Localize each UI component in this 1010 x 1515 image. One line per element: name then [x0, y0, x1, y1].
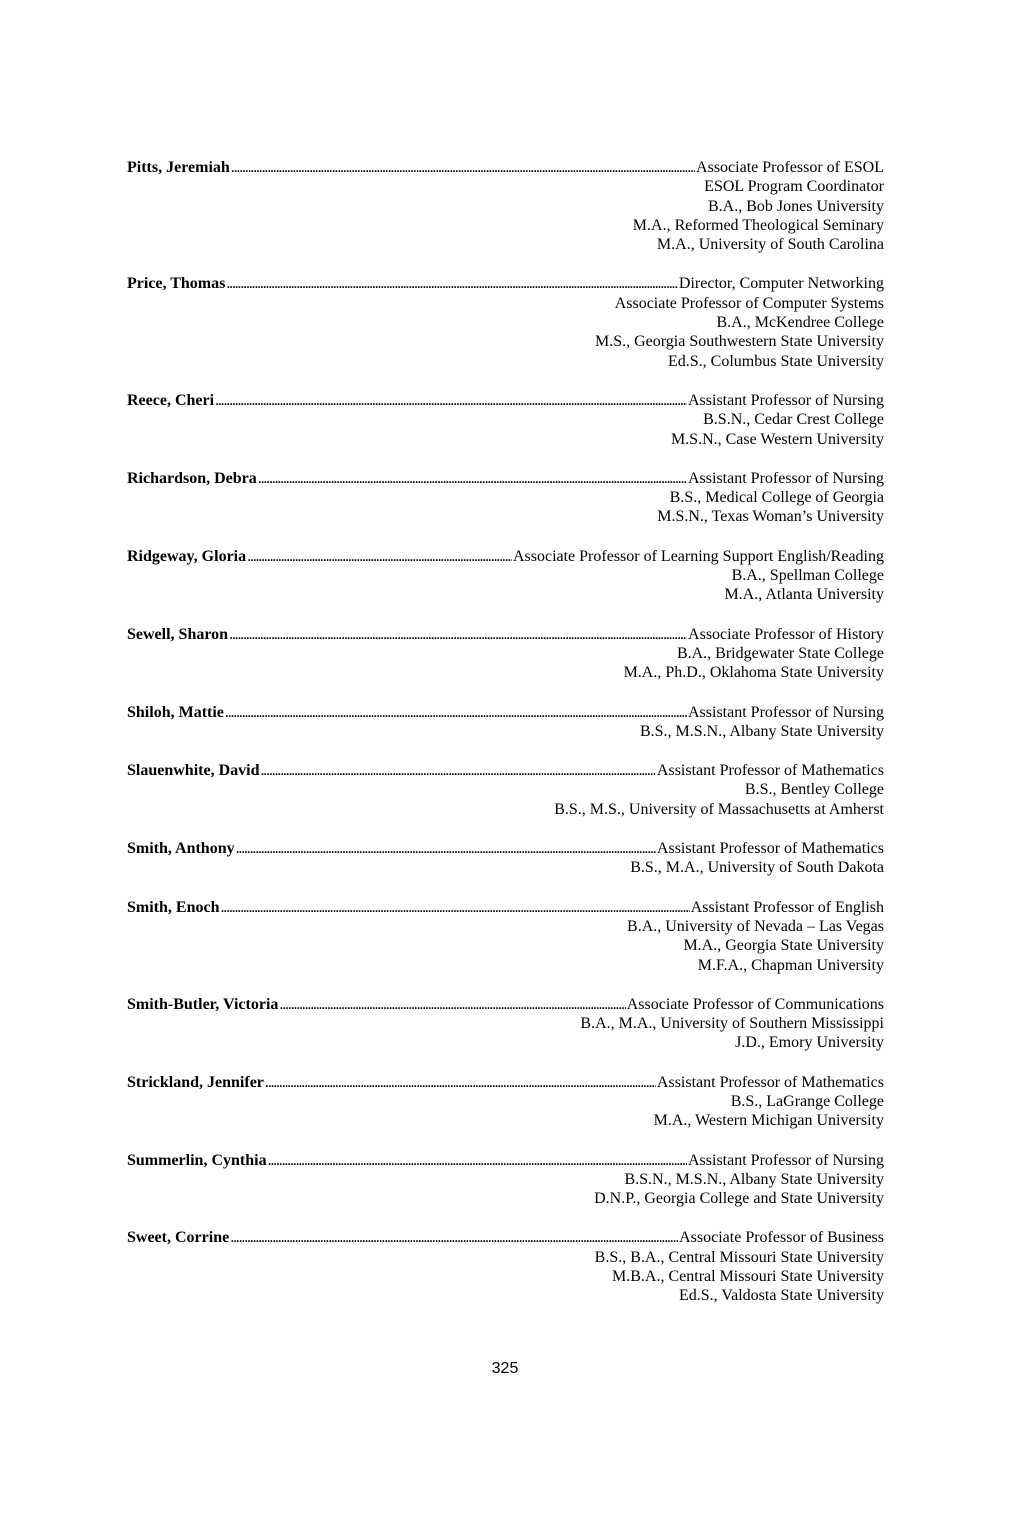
faculty-title: Assistant Professor of Nursing [688, 703, 884, 721]
faculty-credential: M.S.N., Case Western University [670, 430, 884, 448]
entry-heading-line [127, 761, 884, 780]
faculty-title: Assistant Professor of Mathematics [656, 840, 884, 858]
faculty-credential: B.S., M.S., University of Massachusetts at Amherst [554, 800, 884, 818]
dot-leader [225, 703, 687, 722]
entry-heading-line [127, 547, 884, 566]
faculty-title: Associate Professor of History [688, 625, 884, 643]
faculty-credential: M.A., Reformed Theological Seminary [632, 216, 884, 234]
faculty-credential: B.A., Spellman College [731, 567, 884, 585]
faculty-credential: B.S., Bentley College [744, 781, 884, 799]
faculty-credential: B.A., McKendree College [716, 314, 884, 332]
faculty-entry [127, 839, 884, 878]
dot-leader [220, 898, 689, 917]
faculty-title: Associate Professor of Learning Support English/Reading [512, 547, 884, 565]
faculty-credential: B.S., M.S.N., Albany State University [639, 722, 884, 740]
faculty-entry [127, 761, 884, 819]
faculty-name: Sewell, Sharon [127, 625, 229, 643]
faculty-credential: B.A., M.A., University of Southern Mississippi [580, 1015, 884, 1033]
dot-leader [268, 1151, 687, 1170]
faculty-credential: B.A., Bob Jones University [708, 197, 884, 215]
entry-heading-line [127, 1073, 884, 1092]
faculty-entry [127, 1151, 884, 1209]
faculty-title: Associate Professor of Business [679, 1229, 884, 1247]
faculty-credential: Associate Professor of Computer Systems [614, 294, 884, 312]
faculty-entry [127, 1073, 884, 1131]
entry-heading-line [127, 839, 884, 858]
faculty-name: Richardson, Debra [127, 469, 257, 487]
faculty-title: Associate Professor of Communications [626, 995, 884, 1013]
faculty-credential: B.A., University of Nevada – Las Vegas [627, 917, 884, 935]
faculty-entry [127, 469, 884, 527]
faculty-name: Smith, Enoch [127, 898, 220, 916]
faculty-credential: M.A., Ph.D., Oklahoma State University [623, 664, 884, 682]
faculty-credential: B.A., Bridgewater State College [676, 644, 884, 662]
faculty-credential: B.S., LaGrange College [730, 1092, 884, 1110]
faculty-name: Sweet, Corrine [127, 1229, 230, 1247]
entry-heading-line [127, 158, 884, 177]
entry-heading-line [127, 625, 884, 644]
faculty-credential: M.F.A., Chapman University [697, 956, 884, 974]
faculty-entry [127, 158, 884, 254]
faculty-entry [127, 898, 884, 975]
faculty-name: Pitts, Jeremiah [127, 159, 230, 176]
faculty-entry [127, 391, 884, 449]
faculty-title: Assistant Professor of Nursing [688, 1151, 884, 1169]
faculty-name: Ridgeway, Gloria [127, 547, 247, 565]
faculty-credential: M.A., Western Michigan University [653, 1112, 884, 1130]
faculty-credential: M.A., Georgia State University [683, 937, 884, 955]
faculty-name: Summerlin, Cynthia [127, 1151, 267, 1169]
faculty-name: Smith, Anthony [127, 840, 235, 858]
entry-heading-line [127, 1228, 884, 1247]
faculty-credential: Ed.S., Valdosta State University [678, 1287, 884, 1305]
faculty-name: Smith-Butler, Victoria [127, 995, 279, 1013]
entry-heading-line [127, 469, 884, 488]
faculty-name: Reece, Cheri [127, 391, 215, 409]
entry-heading-line [127, 1151, 884, 1170]
faculty-name: Price, Thomas [127, 275, 226, 293]
dot-leader [231, 158, 695, 177]
faculty-credential: M.S., Georgia Southwestern State University [594, 333, 884, 351]
faculty-credential: Ed.S., Columbus State University [668, 352, 884, 370]
faculty-credential: B.S., Medical College of Georgia [669, 489, 884, 507]
entry-heading-line [127, 274, 884, 293]
dot-leader [226, 274, 678, 293]
faculty-credential: M.S.N., Texas Woman’s University [657, 508, 884, 526]
faculty-title: Associate Professor of ESOL [696, 159, 884, 176]
faculty-title: Assistant Professor of Nursing [688, 469, 884, 487]
faculty-title: Assistant Professor of English [690, 898, 884, 916]
dot-leader [265, 1073, 656, 1092]
faculty-title: Assistant Professor of Mathematics [656, 762, 884, 780]
faculty-entry [127, 1228, 884, 1305]
faculty-entry [127, 995, 884, 1053]
dot-leader [247, 547, 512, 566]
faculty-entry [127, 547, 884, 605]
entry-heading-line [127, 995, 884, 1014]
dot-leader [230, 1228, 678, 1247]
faculty-credential: M.A., University of South Carolina [656, 236, 884, 254]
entry-heading-line [127, 391, 884, 410]
dot-leader [260, 761, 655, 780]
entry-heading-line [127, 703, 884, 722]
faculty-title: Director, Computer Networking [678, 275, 884, 293]
faculty-credential: M.B.A., Central Missouri State University [612, 1268, 884, 1286]
faculty-credential: J.D., Emory University [735, 1034, 884, 1052]
dot-leader [258, 469, 687, 488]
faculty-credential: B.S.N., M.S.N., Albany State University [624, 1170, 884, 1188]
faculty-name: Shiloh, Mattie [127, 703, 224, 721]
faculty-entry [127, 703, 884, 742]
faculty-list [127, 158, 884, 1326]
faculty-name: Slauenwhite, David [127, 762, 260, 780]
dot-leader [229, 625, 687, 644]
dot-leader [236, 839, 656, 858]
faculty-credential: ESOL Program Coordinator [704, 178, 884, 196]
faculty-title: Assistant Professor of Nursing [688, 391, 884, 409]
faculty-credential: B.S.N., Cedar Crest College [703, 411, 884, 429]
faculty-credential: D.N.P., Georgia College and State University [594, 1190, 884, 1208]
dot-leader [279, 995, 625, 1014]
faculty-entry [127, 274, 884, 370]
faculty-credential: M.A., Atlanta University [724, 586, 884, 604]
faculty-credential: B.S., M.A., University of South Dakota [630, 859, 884, 877]
dot-leader [215, 391, 687, 410]
entry-heading-line [127, 898, 884, 917]
faculty-name: Strickland, Jennifer [127, 1073, 264, 1091]
faculty-title: Assistant Professor of Mathematics [656, 1073, 884, 1091]
faculty-entry [127, 625, 884, 683]
page-number: 325 [491, 1360, 519, 1377]
faculty-credential: B.S., B.A., Central Missouri State University [594, 1248, 884, 1266]
